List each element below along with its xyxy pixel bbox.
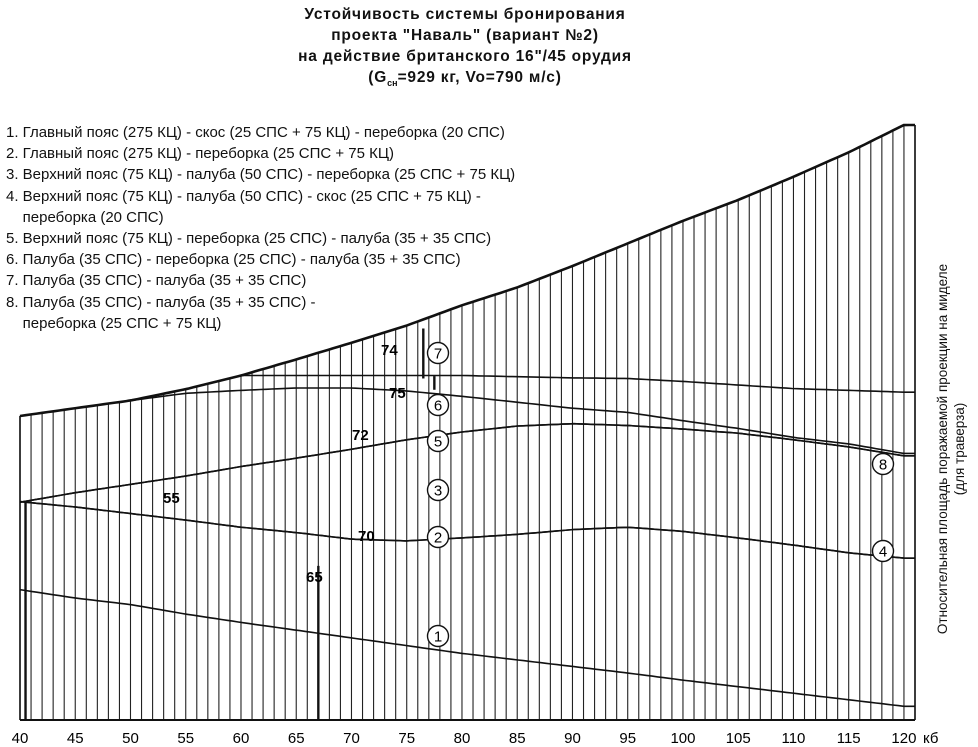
legend-item-5: 5. Верхний пояс (75 КЦ) - переборка (25 СПС) - палуба (35 + 35 СПС) — [6, 230, 492, 248]
x-tick-label-50: 50 — [122, 730, 139, 747]
legend-item-4: 4. Верхний пояс (75 КЦ) - палуба (50 СПС) - скос (25 СПС + 75 КЦ) - — [6, 187, 481, 205]
x-tick-label-60: 60 — [232, 730, 250, 747]
title-line-4-prefix: (G — [368, 69, 388, 86]
series-line-5 — [20, 388, 915, 453]
x-tick-label-100: 100 — [670, 730, 696, 747]
zone-label-4: 4 — [878, 543, 888, 561]
y-axis-label — [934, 214, 968, 684]
annotation-75: 75 — [389, 385, 406, 402]
title-line-1: Устойчивость системы бронирования — [304, 6, 626, 23]
legend-item-7: 7. Палуба (35 СПС) - палуба (35 + 35 СПС) — [6, 272, 307, 290]
x-tick-label-80: 80 — [453, 730, 471, 747]
series-line-7 — [20, 125, 915, 416]
zone-label-2: 2 — [433, 529, 443, 547]
annotation-70: 70 — [358, 528, 375, 545]
x-tick-label-70: 70 — [343, 730, 360, 747]
series-line-2 — [20, 502, 915, 559]
annotation-65: 65 — [306, 569, 323, 586]
title-line-4-sub: сн — [387, 78, 398, 89]
zone-label-1: 1 — [433, 628, 443, 646]
annotation-55: 55 — [163, 490, 180, 507]
annotation-74: 74 — [381, 342, 398, 359]
x-tick-label-120: 120 — [891, 730, 917, 747]
x-tick-label-45: 45 — [66, 730, 84, 747]
annotation-72: 72 — [352, 427, 369, 444]
y-axis-label-line-1: Относительная площадь поражаемой проекции на миделе — [935, 263, 950, 635]
x-tick-label-95: 95 — [619, 730, 637, 747]
x-tick-label-115: 115 — [836, 730, 861, 747]
x-tick-label-40: 40 — [11, 730, 29, 747]
x-tick-label-85: 85 — [508, 730, 526, 747]
zone-label-3: 3 — [433, 482, 443, 500]
legend-item-1: 1. Главный пояс (275 КЦ) - скос (25 СПС + 75 КЦ) - переборка (20 СПС) — [6, 124, 505, 141]
x-tick-label-75: 75 — [398, 730, 416, 747]
y-axis-label-line-2: (для траверза) — [952, 402, 967, 496]
x-unit-label: кб — [923, 730, 939, 747]
zone-label-8: 8 — [878, 456, 888, 474]
zone-label-7: 7 — [433, 345, 443, 363]
title-line-2: проекта "Наваль" (вариант №2) — [331, 27, 599, 44]
series-line-1 — [20, 590, 915, 707]
x-tick-label-110: 110 — [781, 730, 806, 747]
title-line-3: на действие британского 16"/45 орудия — [298, 48, 632, 65]
zone-label-5: 5 — [433, 433, 443, 451]
title-line-4-suffix: =929 кг, Vo=790 м/с) — [397, 69, 562, 86]
legend-item-4-cont: переборка (20 СПС) — [6, 208, 164, 226]
x-tick-label-65: 65 — [287, 730, 305, 747]
series-line-4 — [20, 502, 915, 559]
legend-item-8: 8. Палуба (35 СПС) - палуба (35 + 35 СПС) - — [6, 293, 316, 311]
x-tick-label-90: 90 — [564, 730, 581, 747]
x-tick-label-55: 55 — [177, 730, 195, 747]
legend-item-8-cont: переборка (25 СПС + 75 КЦ) — [6, 314, 222, 332]
legend-item-2: 2. Главный пояс (275 КЦ) - переборка (25 СПС + 75 КЦ) — [6, 145, 394, 163]
legend-item-3: 3. Верхний пояс (75 КЦ) - палуба (50 СПС) - переборка (25 СПС + 75 КЦ) — [6, 166, 516, 184]
x-tick-label-105: 105 — [725, 730, 751, 747]
zone-label-6: 6 — [433, 397, 443, 415]
legend-item-6: 6. Палуба (35 СПС) - переборка (25 СПС) - палуба (35 + 35 СПС) — [6, 251, 461, 269]
